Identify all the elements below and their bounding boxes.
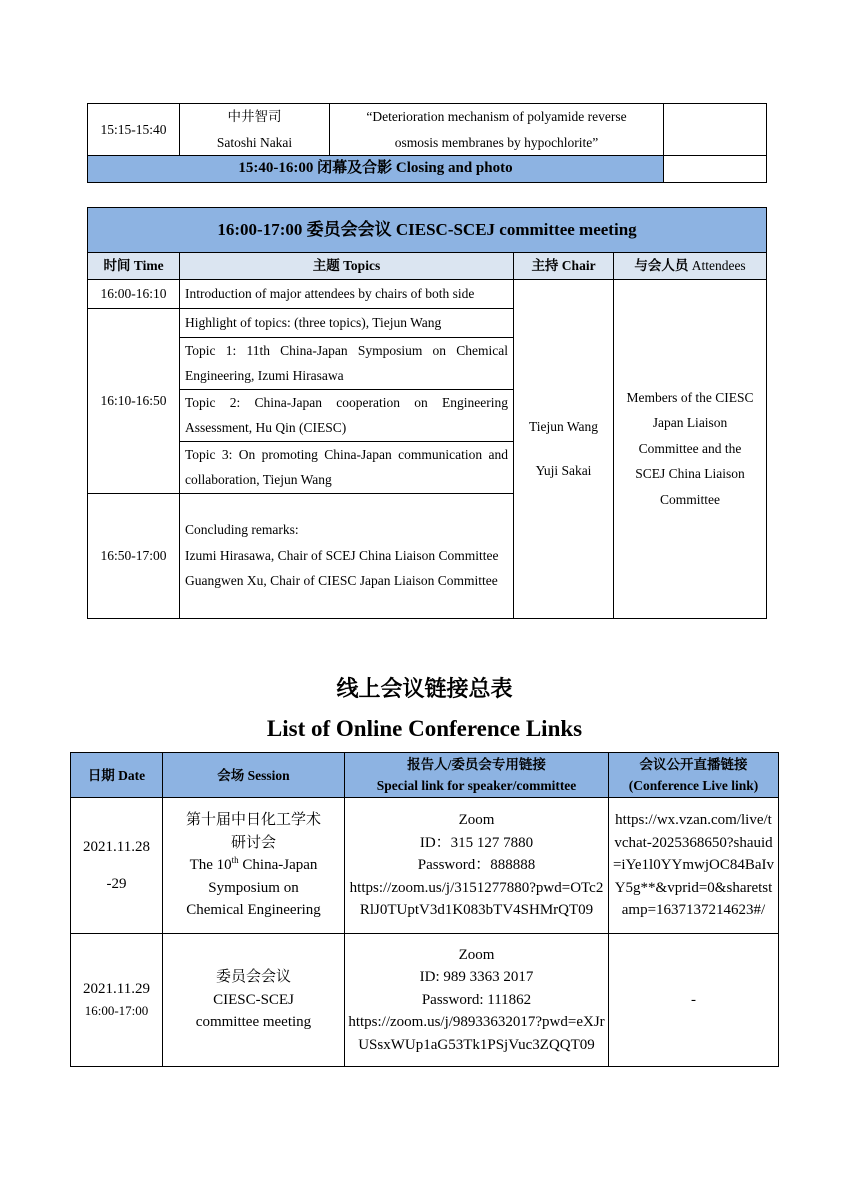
date-line: 2021.11.29 (83, 980, 150, 997)
concluding-remarks (180, 493, 514, 618)
session-text: The 10 (189, 857, 232, 874)
closing-row: 15:40-16:00 闭幕及合影 Closing and photo (88, 156, 664, 183)
topic-item: Topic 1: 11th China-Japan Symposium on Chemical Engineering, Izumi Hirasawa (180, 337, 514, 389)
header-attendees-cn: 与会人员 (634, 258, 689, 273)
meeting-password: Password：888888 (417, 857, 536, 874)
session-line: committee meeting (195, 1014, 312, 1031)
committee-meeting-table (87, 207, 767, 619)
section-title-en: List of Online Conference Links (266, 716, 583, 741)
header-chair: 主持 Chair (514, 253, 614, 280)
meeting-password: Password: 111862 (421, 991, 532, 1008)
talk-title-line: osmosis membranes by hypochlorite” (394, 134, 599, 150)
live-link-empty: - (609, 934, 779, 1067)
zoom-label: Zoom (458, 812, 495, 829)
meeting-id: ID: 989 3363 2017 (419, 969, 534, 986)
session-text: China-Japan (238, 857, 318, 874)
zoom-label: Zoom (458, 946, 495, 963)
header-attendees-en: Attendees (688, 258, 746, 273)
chair-cell (514, 279, 614, 618)
header-time: 时间 Time (88, 253, 180, 280)
row1-date (71, 798, 163, 934)
speaker-name-en: Satoshi Nakai (216, 134, 293, 150)
topic-item: Topic 3: On promoting China-Japan communication and collaboration, Tiejun Wang (180, 441, 514, 493)
talk-title-cell (330, 104, 664, 156)
row2-special-link (345, 934, 609, 1067)
zoom-link[interactable]: https://zoom.us/j/3151277880?pwd=OTc2RlJ0TUptV3d1K083bTV4SHMrQT09 (349, 879, 604, 919)
row2-date (71, 934, 163, 1067)
section-title-cn: 线上会议链接总表 (336, 677, 513, 702)
topic-item: Topic 2: China-Japan cooperation on Engineering Assessment, Hu Qin (CIESC) (180, 389, 514, 441)
header-live-link-cn: 会议公开直播链接 (639, 757, 748, 772)
header-live-link-en: (Conference Live link) (628, 778, 759, 793)
speaker-name-cn: 中井智司 (227, 109, 282, 124)
time-slot-2: 16:10-16:50 (88, 308, 180, 493)
empty-cell (664, 156, 767, 183)
session-line: Symposium on (208, 879, 299, 896)
time-slot-1: 16:00-16:10 (88, 279, 180, 308)
committee-meeting-title: 16:00-17:00 委员会会议 CIESC-SCEJ committee meeting (88, 208, 767, 253)
online-links-table (70, 752, 779, 1067)
header-date: 日期 Date (71, 753, 163, 798)
session-line (166, 854, 341, 877)
session-line: 第十届中日化工学术 (185, 812, 321, 829)
time-slot-3: 16:50-17:00 (88, 493, 180, 618)
header-special-link (345, 753, 609, 798)
talk-title-line: “Deterioration mechanism of polyamide reverse (366, 109, 627, 124)
header-live-link (609, 753, 779, 798)
chair-name: Yuji Sakai (535, 462, 592, 478)
time-line: 16:00-17:00 (84, 1003, 149, 1018)
live-link[interactable]: https://wx.vzan.com/live/tvchat-2025368650?shauid=iYe1l0YYmwjOC84BaIvY5g**&vprid=0&sharetstamp=1637137214623#/ (609, 798, 779, 934)
ordinal-suffix: th (231, 855, 239, 866)
session-line: Chemical Engineering (186, 902, 321, 919)
row1-special-link (345, 798, 609, 934)
session-line: 委员会会议 (215, 969, 291, 986)
session-line: 研讨会 (230, 834, 276, 851)
session-time: 15:15-15:40 (88, 104, 180, 156)
header-special-link-cn: 报告人/委员会专用链接 (407, 757, 546, 772)
topic-item: Introduction of major attendees by chairs of both side (180, 279, 514, 308)
header-topics: 主题 Topics (180, 253, 514, 280)
meeting-id: ID：315 127 7880 (419, 834, 534, 851)
session-line: CIESC-SCEJ (213, 991, 294, 1008)
concluding-line: Guangwen Xu, Chair of CIESC Japan Liaison Committee (185, 573, 498, 589)
speaker-cell (180, 104, 330, 156)
date-line: -29 (106, 875, 127, 892)
concluding-line: Concluding remarks: (185, 522, 299, 538)
empty-cell (664, 104, 767, 156)
concluding-line: Izumi Hirasawa, Chair of SCEJ China Liaison Committee (185, 547, 499, 563)
date-line: 2021.11.28 (83, 839, 150, 855)
previous-session-table (87, 103, 767, 183)
attendees-cell: Members of the CIESC Japan Liaison Committee and the SCEJ China Liaison Committee (614, 279, 767, 618)
header-special-link-en: Special link for speaker/committee (376, 778, 577, 793)
zoom-link[interactable]: https://zoom.us/j/98933632017?pwd=eXJrUSsxWUp1aG53Tk1PSjVuc3ZQQT09 (348, 1014, 605, 1053)
topic-item: Highlight of topics: (three topics), Tiejun Wang (180, 308, 514, 337)
chair-name: Tiejun Wang (528, 419, 599, 434)
header-attendees (614, 253, 767, 280)
row1-session (163, 798, 345, 934)
row2-session (163, 934, 345, 1067)
header-session: 会场 Session (163, 753, 345, 798)
